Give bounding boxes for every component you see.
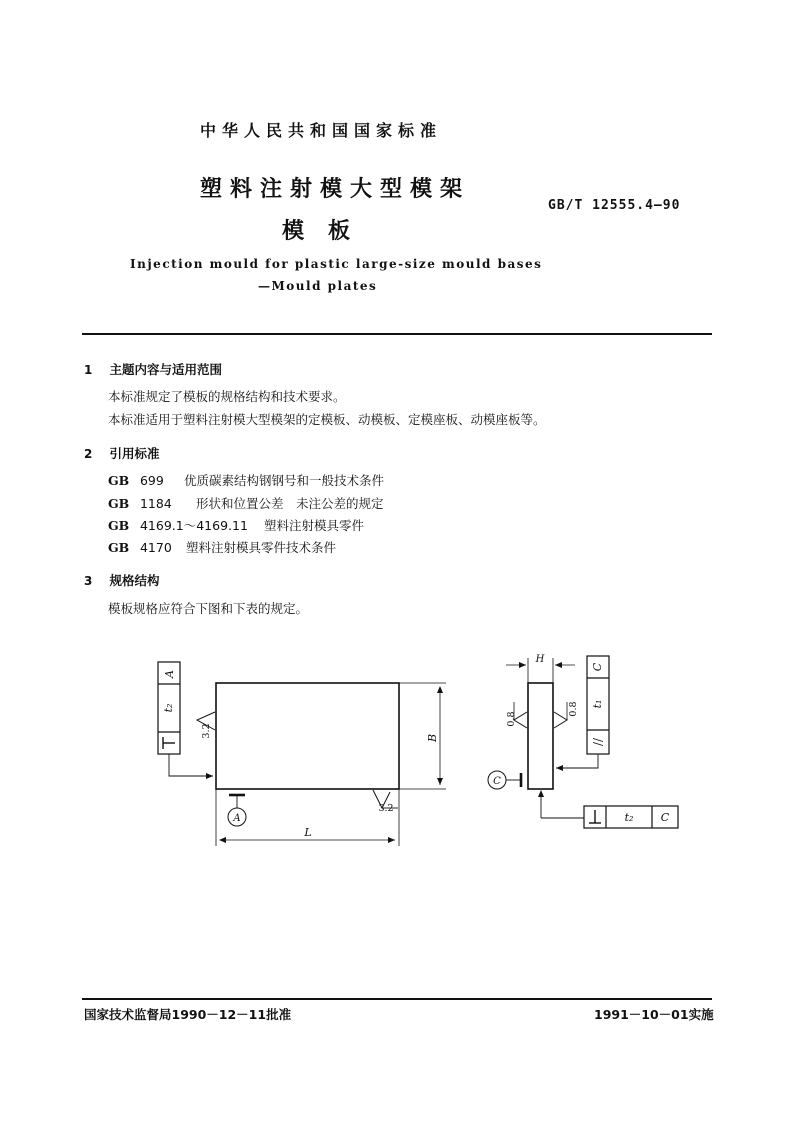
standard-number: GB/T 12555.4—90 [548, 198, 681, 213]
effective-date: 1991－10－01实施 [594, 1007, 714, 1022]
side-tolerance-leader [556, 754, 598, 768]
reference-text: 塑料注射模具零件 [263, 518, 364, 533]
section-number: 1 [84, 363, 93, 377]
parallel-icon: // [591, 737, 605, 747]
front-tolerance-leader [169, 754, 213, 776]
reference-number: 1184 [139, 496, 172, 511]
reference-number: 4169.1～4169.11 [139, 518, 248, 533]
roughness-bottom-value: 3.2 [378, 803, 394, 814]
paragraph: 本标准规定了模板的规格结构和技术要求。 [108, 389, 346, 404]
roughness-side-left-value: 0.8 [506, 711, 517, 727]
dimension-l-label: L [304, 826, 312, 839]
roughness-side-right-value: 0.8 [568, 701, 579, 717]
side-view-plate [528, 683, 553, 789]
side-datum-c-label: C [591, 662, 604, 672]
paragraph: 本标准适用于塑料注射模大型模架的定模板、动模板、定模座板、动模座板等。 [108, 412, 546, 427]
datum-c-circle-label: C [493, 776, 501, 787]
reference-code: GB [108, 518, 130, 533]
tolerance-t2-label: t₂ [162, 703, 175, 713]
roughness-side-right-icon [554, 712, 567, 728]
bottom-datum-c-label: C [660, 811, 670, 824]
dimension-h-label: H [535, 654, 545, 665]
datum-a-circle-label: A [233, 813, 241, 824]
section-title: 规格结构 [109, 573, 160, 588]
reference-text: 优质碳素结构钢钢号和一般技术条件 [183, 473, 384, 488]
section-number: 2 [84, 447, 93, 461]
footer-divider [82, 998, 712, 1000]
standard-subtitle-cn: 模板 [282, 219, 375, 244]
section-title: 引用标准 [109, 446, 160, 461]
datum-a-label: A [163, 670, 176, 678]
paragraph: 模板规格应符合下图和下表的规定。 [108, 601, 309, 616]
reference-code: GB [108, 473, 130, 488]
reference-code: GB [108, 496, 130, 511]
standard-title-en-line2: —Mould plates [258, 279, 378, 293]
standard-title-en-line1: Injection mould for plastic large-size mould bases [130, 257, 543, 271]
dimension-b-label: B [426, 733, 439, 743]
roughness-left-value: 3.2 [201, 723, 212, 739]
reference-code: GB [108, 540, 130, 555]
standard-title-cn: 塑料注射模大型模架 [200, 177, 471, 202]
bottom-tolerance-t2-label: t₂ [624, 811, 634, 824]
section-title: 主题内容与适用范围 [109, 362, 222, 377]
reference-number: 699 [139, 473, 164, 488]
reference-text: 形状和位置公差 未注公差的规定 [195, 496, 384, 511]
reference-number: 4170 [139, 540, 172, 555]
section-number: 3 [84, 574, 93, 588]
reference-text: 塑料注射模具零件技术条件 [185, 540, 336, 555]
approval-date: 国家技术监督局1990－12－11批准 [84, 1007, 292, 1022]
tolerance-t1-label: t₁ [591, 699, 604, 709]
front-view-plate [216, 683, 399, 789]
org-title: 中华人民共和国国家标准 [200, 121, 443, 140]
